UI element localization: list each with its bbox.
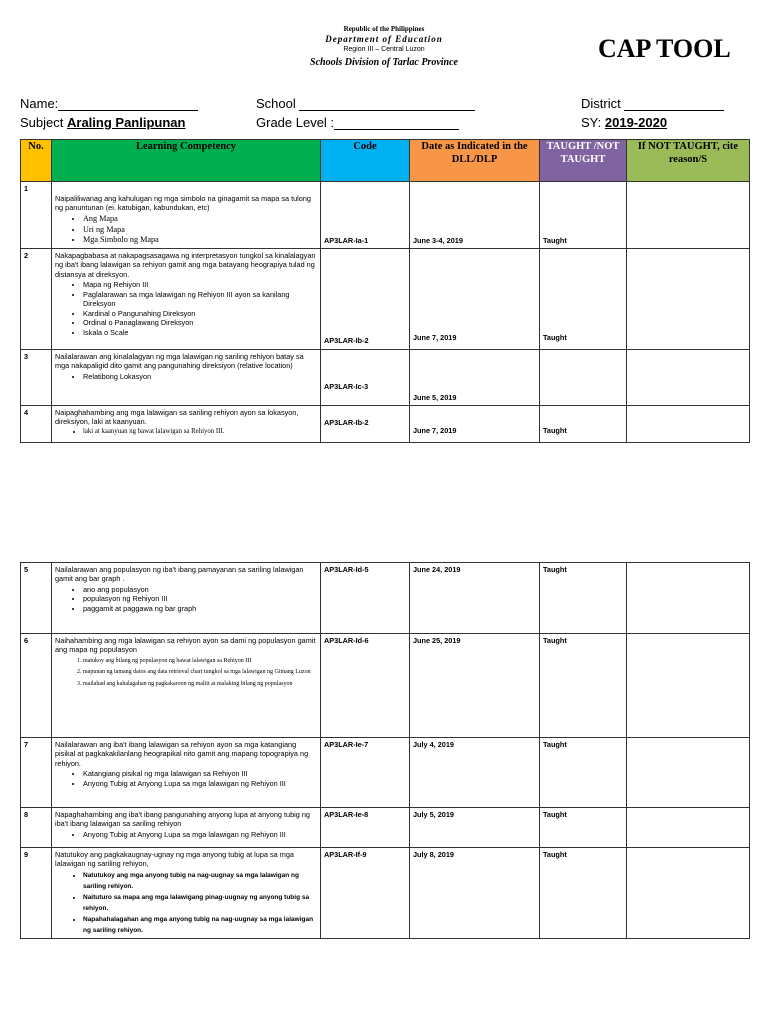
- reason-cell[interactable]: [627, 248, 750, 349]
- row-number: 9: [21, 848, 52, 939]
- competency-bullet: • Mga Simbolo ng Mapa: [83, 235, 317, 246]
- competency-numbered-item: 3. mailahad ang kahalagahan ng pagkakaroon ng maliit at malaking bilang ng populasyon: [83, 679, 317, 690]
- region-heading: Region III – Central Luzon: [343, 46, 425, 53]
- code-cell: AP3LAR-Ia-1: [321, 182, 410, 249]
- competency-bullet: • ano ang populasyon: [83, 585, 317, 594]
- competency-cell: [52, 808, 321, 848]
- table-row: [21, 405, 750, 442]
- competency-bullet: • paggamit at paggawa ng bar graph: [83, 604, 317, 613]
- competency-cell: [52, 248, 321, 349]
- competency-text: Naipaliliwanag ang kahulugan ng mga simbolo na ginagamit sa mapa sa tulong ng panuntunan (ei. katubigan, kabundukan, etc): [55, 194, 311, 213]
- table-row: [21, 738, 750, 808]
- tool-title: CAP TOOL: [598, 34, 731, 63]
- row-number: 5: [21, 563, 52, 634]
- competency-text: Napaghahambing ang iba't ibang pangunahing anyong lupa at anyong tubig ng iba't ibang lalawigan sa sariling rehiyon: [55, 810, 310, 829]
- competency-text: Naipaghahambing ang mga lalawigan sa sariling rehiyon ayon sa lokasyon, direksiyon, laki at kaanyuan.: [55, 407, 299, 427]
- competency-bullet: • Katangiang pisikal ng mga lalawigan sa Rehiyon III: [83, 769, 317, 778]
- taught-cell: Taught: [540, 563, 627, 634]
- row-number: 1: [21, 182, 52, 249]
- competency-bullet: • Napahahalagahan ang mga anyong tubig na nag-uugnay sa mga lalawigan ng sariling rehiyon.: [83, 914, 317, 936]
- competency-bullet: • Uri ng Mapa: [83, 225, 317, 236]
- competency-numbered-item: 2. mapunan ng tamang datos ang data retrieval chart tungkol sa mga lalawigan ng Gitnang Luzon: [83, 667, 317, 678]
- district-line[interactable]: [624, 97, 724, 111]
- reason-cell[interactable]: [627, 182, 750, 249]
- competency-cell: [52, 349, 321, 405]
- row-number: 2: [21, 248, 52, 349]
- date-cell: June 25, 2019: [410, 634, 540, 738]
- row-number: 3: [21, 349, 52, 405]
- row-number: 4: [21, 405, 52, 442]
- competency-bullet: • Iskala o Scale: [83, 328, 317, 337]
- name-label: Name:: [20, 96, 59, 111]
- competency-text: Nailalarawan ang iba't ibang lalawigan sa rehiyon ayon sa mga katangiang pisikal at pagkakakilanlang heograpikal nito gamit ang mapang topograpiya ng rehiyon.: [55, 740, 309, 768]
- school-line[interactable]: [299, 97, 475, 111]
- competency-text: Naihahambing ang mga lalawigan sa rehiyon ayon sa dami ng populasyon gamit ang mapa ng populasyon: [55, 636, 316, 655]
- taught-cell: Taught: [540, 405, 627, 442]
- table-row: [21, 248, 750, 349]
- reason-cell[interactable]: [627, 405, 750, 442]
- date-cell: June 24, 2019: [410, 563, 540, 634]
- table-row: [21, 563, 750, 634]
- reason-cell[interactable]: [627, 634, 750, 738]
- col-header-no: No.: [21, 140, 52, 182]
- department-heading: Department of Education: [325, 34, 443, 44]
- col-header-taught: TAUGHT /NOT TAUGHT: [540, 140, 627, 182]
- competency-bullet: • Anyong Tubig at Anyong Lupa sa mga lalawigan ng Rehiyon III: [83, 830, 317, 839]
- taught-cell: Taught: [540, 182, 627, 249]
- col-header-code: Code: [321, 140, 410, 182]
- code-cell: AP3LAR-Ie-7: [321, 738, 410, 808]
- competency-cell: [52, 563, 321, 634]
- competency-text: Natutukoy ang pagkakaugnay-ugnay ng mga anyong tubig at lupa sa mga lalawigan ng sariling rehiyon,: [55, 850, 294, 869]
- competency-bullet: • Kardinal o Pangunahing Direksyon: [83, 309, 317, 318]
- subject-field: [20, 115, 185, 130]
- code-cell: AP3LAR-If-9: [321, 848, 410, 939]
- competency-numbered-item: 1. matukoy ang bilang ng populasyon ng bawat lalawigan sa Rehiyon III: [83, 656, 317, 667]
- district-field[interactable]: [581, 96, 724, 111]
- table-row: [21, 634, 750, 738]
- reason-cell[interactable]: [627, 848, 750, 939]
- district-label: District: [581, 96, 621, 111]
- code-cell: AP3LAR-Ie-8: [321, 808, 410, 848]
- reason-cell[interactable]: [627, 738, 750, 808]
- competency-cell: [52, 182, 321, 249]
- table-row: [21, 182, 750, 249]
- sy-field: [581, 115, 667, 130]
- date-cell: July 5, 2019: [410, 808, 540, 848]
- code-cell: AP3LAR-Id-5: [321, 563, 410, 634]
- date-cell: July 4, 2019: [410, 738, 540, 808]
- republic-heading: Republic of the Philippines: [343, 25, 425, 33]
- code-cell: AP3LAR-Id-6: [321, 634, 410, 738]
- competency-bullet: • Mapa ng Rehiyon III: [83, 280, 317, 289]
- col-header-competency: Learning Competency: [52, 140, 321, 182]
- grade-label: Grade Level :: [256, 115, 335, 130]
- taught-cell: Taught: [540, 808, 627, 848]
- school-label: School: [256, 96, 296, 111]
- competency-text: Nakapagbabasa at nakapagsasagawa ng interpretasyon tungkol sa kinalalagyan ng iba't ibang lalawigan sa rehiyon gamit ang mga batayang heograpiya tulad ng distansya at direksyon.: [55, 250, 316, 279]
- table-row: [21, 349, 750, 405]
- row-number: 6: [21, 634, 52, 738]
- grade-line[interactable]: [334, 116, 459, 130]
- taught-cell: Taught: [540, 738, 627, 808]
- taught-cell: Taught: [540, 848, 627, 939]
- code-cell: AP3LAR-Ib-2: [321, 405, 410, 442]
- grade-field[interactable]: [256, 115, 459, 130]
- competency-bullet: • Ang Mapa: [83, 214, 317, 225]
- sy-value: 2019-2020: [604, 115, 668, 130]
- competency-table-1: [20, 139, 750, 443]
- competency-bullet: • Ordinal o Panaglawang Direksyon: [83, 318, 317, 327]
- date-cell: July 8, 2019: [410, 848, 540, 939]
- competency-table-2: [20, 562, 750, 939]
- subject-label: Subject: [20, 115, 64, 130]
- row-number: 7: [21, 738, 52, 808]
- table-row: [21, 808, 750, 848]
- competency-text: Nailalarawan ang kinalalagyan ng mga lalawigan ng sariling rehiyon batay sa mga nakapaligid dito gamit ang pangunahing direksiyon (relative location): [55, 351, 304, 371]
- date-cell: June 7, 2019: [410, 248, 540, 349]
- date-cell: June 3-4, 2019: [410, 182, 540, 249]
- date-cell: June 7, 2019: [410, 405, 540, 442]
- col-header-reason: If NOT TAUGHT, cite reason/S: [627, 140, 750, 182]
- competency-cell: [52, 848, 321, 939]
- competency-cell: [52, 405, 321, 442]
- reason-cell[interactable]: [627, 808, 750, 848]
- competency-cell: [52, 738, 321, 808]
- subject-value: Araling Panlipunan: [67, 115, 186, 130]
- competency-bullet: • Paglalarawan sa mga lalawigan ng Rehiyon III ayon sa kanilang Direksyon: [83, 290, 317, 309]
- division-heading: Schools Division of Tarlac Province: [310, 57, 458, 68]
- competency-bullet: • Naituturo sa mapa ang mga lalawigang pinag-uugnay ng anyong tubig sa rehiyon.: [83, 892, 317, 914]
- sy-label: SY:: [581, 115, 602, 130]
- date-cell: June 5, 2019: [410, 349, 540, 405]
- competency-bullet: • Anyong Tubig at Anyong Lupa sa mga lalawigan ng Rehiyon III: [83, 779, 317, 788]
- row-number: 8: [21, 808, 52, 848]
- competency-bullet: • laki at kaanyuan ng bawat lalawigan sa Rehiyon III.: [83, 428, 317, 437]
- name-field[interactable]: [20, 96, 198, 111]
- competency-cell: [52, 634, 321, 738]
- competency-bullet: • Relatibong Lokasyon: [83, 372, 317, 381]
- table-row: [21, 848, 750, 939]
- reason-cell[interactable]: [627, 349, 750, 405]
- school-field[interactable]: [256, 96, 475, 111]
- competency-text: Nailalarawan ang populasyon ng iba't ibang pamayanan sa sariling lalawigan gamit ang bar graph .: [55, 565, 304, 584]
- reason-cell[interactable]: [627, 563, 750, 634]
- name-line[interactable]: [58, 97, 198, 111]
- taught-cell: [540, 349, 627, 405]
- code-cell: AP3LAR-Ib-2: [321, 248, 410, 349]
- competency-bullet: • Natutukoy ang mga anyong tubig na nag-uugnay sa mga lalawigan ng sariling rehiyon.: [83, 870, 317, 892]
- col-header-date: Date as Indicated in the DLL/DLP: [410, 140, 540, 182]
- code-cell: AP3LAR-Ic-3: [321, 349, 410, 405]
- taught-cell: Taught: [540, 248, 627, 349]
- competency-bullet: • populasyon ng Rehiyon III: [83, 594, 317, 603]
- taught-cell: Taught: [540, 634, 627, 738]
